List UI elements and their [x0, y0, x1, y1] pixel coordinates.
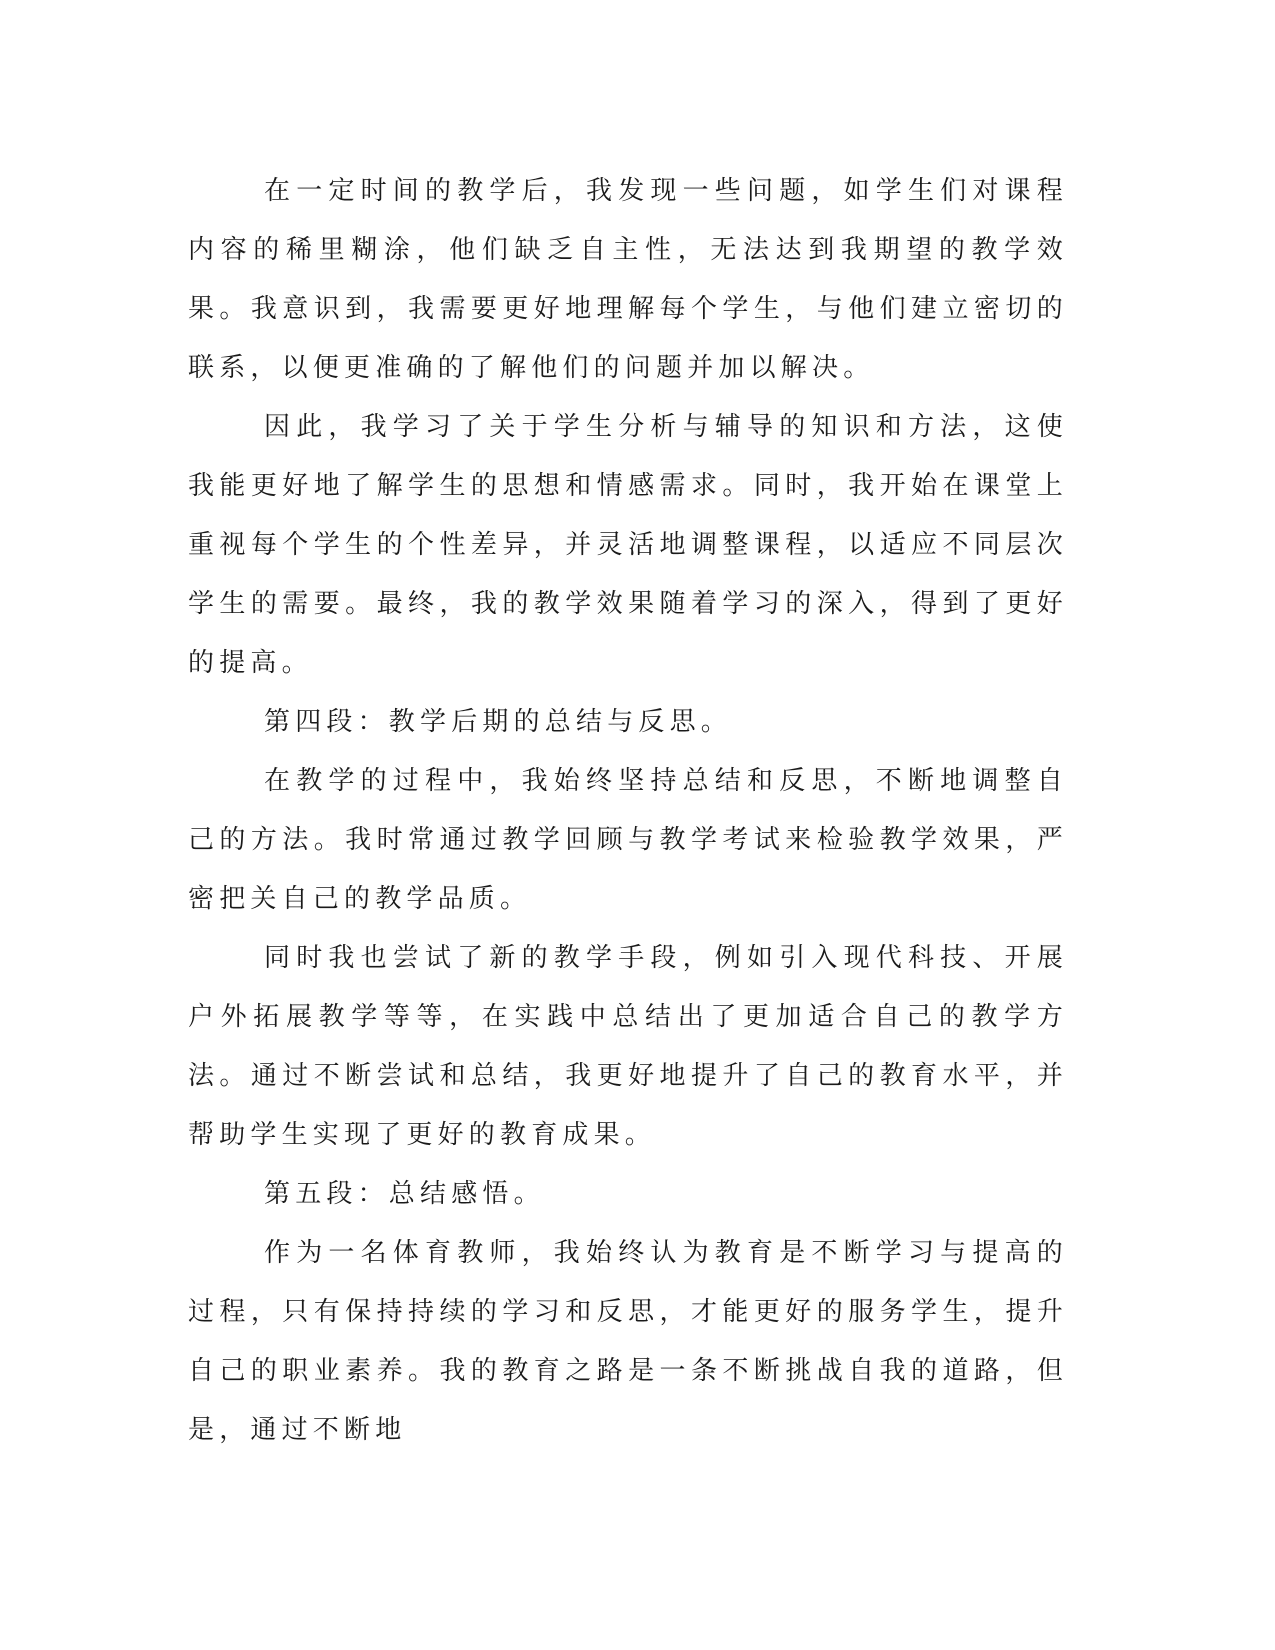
- document-body: [188, 162, 1068, 1460]
- paragraph-5: 作为一名体育教师，我始终认为教育是不断学习与提高的过程，只有保持持续的学习和反思，才能更好的服务学生，提升自己的职业素养。我的教育之路是一条不断挑战自我的道路，但是，通过不断地: [188, 1238, 1068, 1445]
- paragraph-1: 在一定时间的教学后，我发现一些问题，如学生们对课程内容的稀里糊涂，他们缺乏自主性，无法达到我期望的教学效果。我意识到，我需要更好地理解每个学生，与他们建立密切的联系，以便更准确的了解他们的问题并加以解决。: [188, 176, 1068, 383]
- section-heading-4: 第四段：教学后期的总结与反思。: [264, 707, 733, 737]
- paragraph-3: 在教学的过程中，我始终坚持总结和反思，不断地调整自己的方法。我时常通过教学回顾与教学考试来检验教学效果，严密把关自己的教学品质。: [188, 766, 1068, 914]
- section-heading-5: 第五段：总结感悟。: [264, 1179, 545, 1209]
- paragraph-4: 同时我也尝试了新的教学手段，例如引入现代科技、开展户外拓展教学等等，在实践中总结出了更加适合自己的教学方法。通过不断尝试和总结，我更好地提升了自己的教育水平，并帮助学生实现了更好的教育成果。: [188, 943, 1068, 1150]
- paragraph-2: 因此，我学习了关于学生分析与辅导的知识和方法，这使我能更好地了解学生的思想和情感需求。同时，我开始在课堂上重视每个学生的个性差异，并灵活地调整课程，以适应不同层次学生的需要。最终，我的教学效果随着学习的深入，得到了更好的提高。: [188, 412, 1068, 678]
